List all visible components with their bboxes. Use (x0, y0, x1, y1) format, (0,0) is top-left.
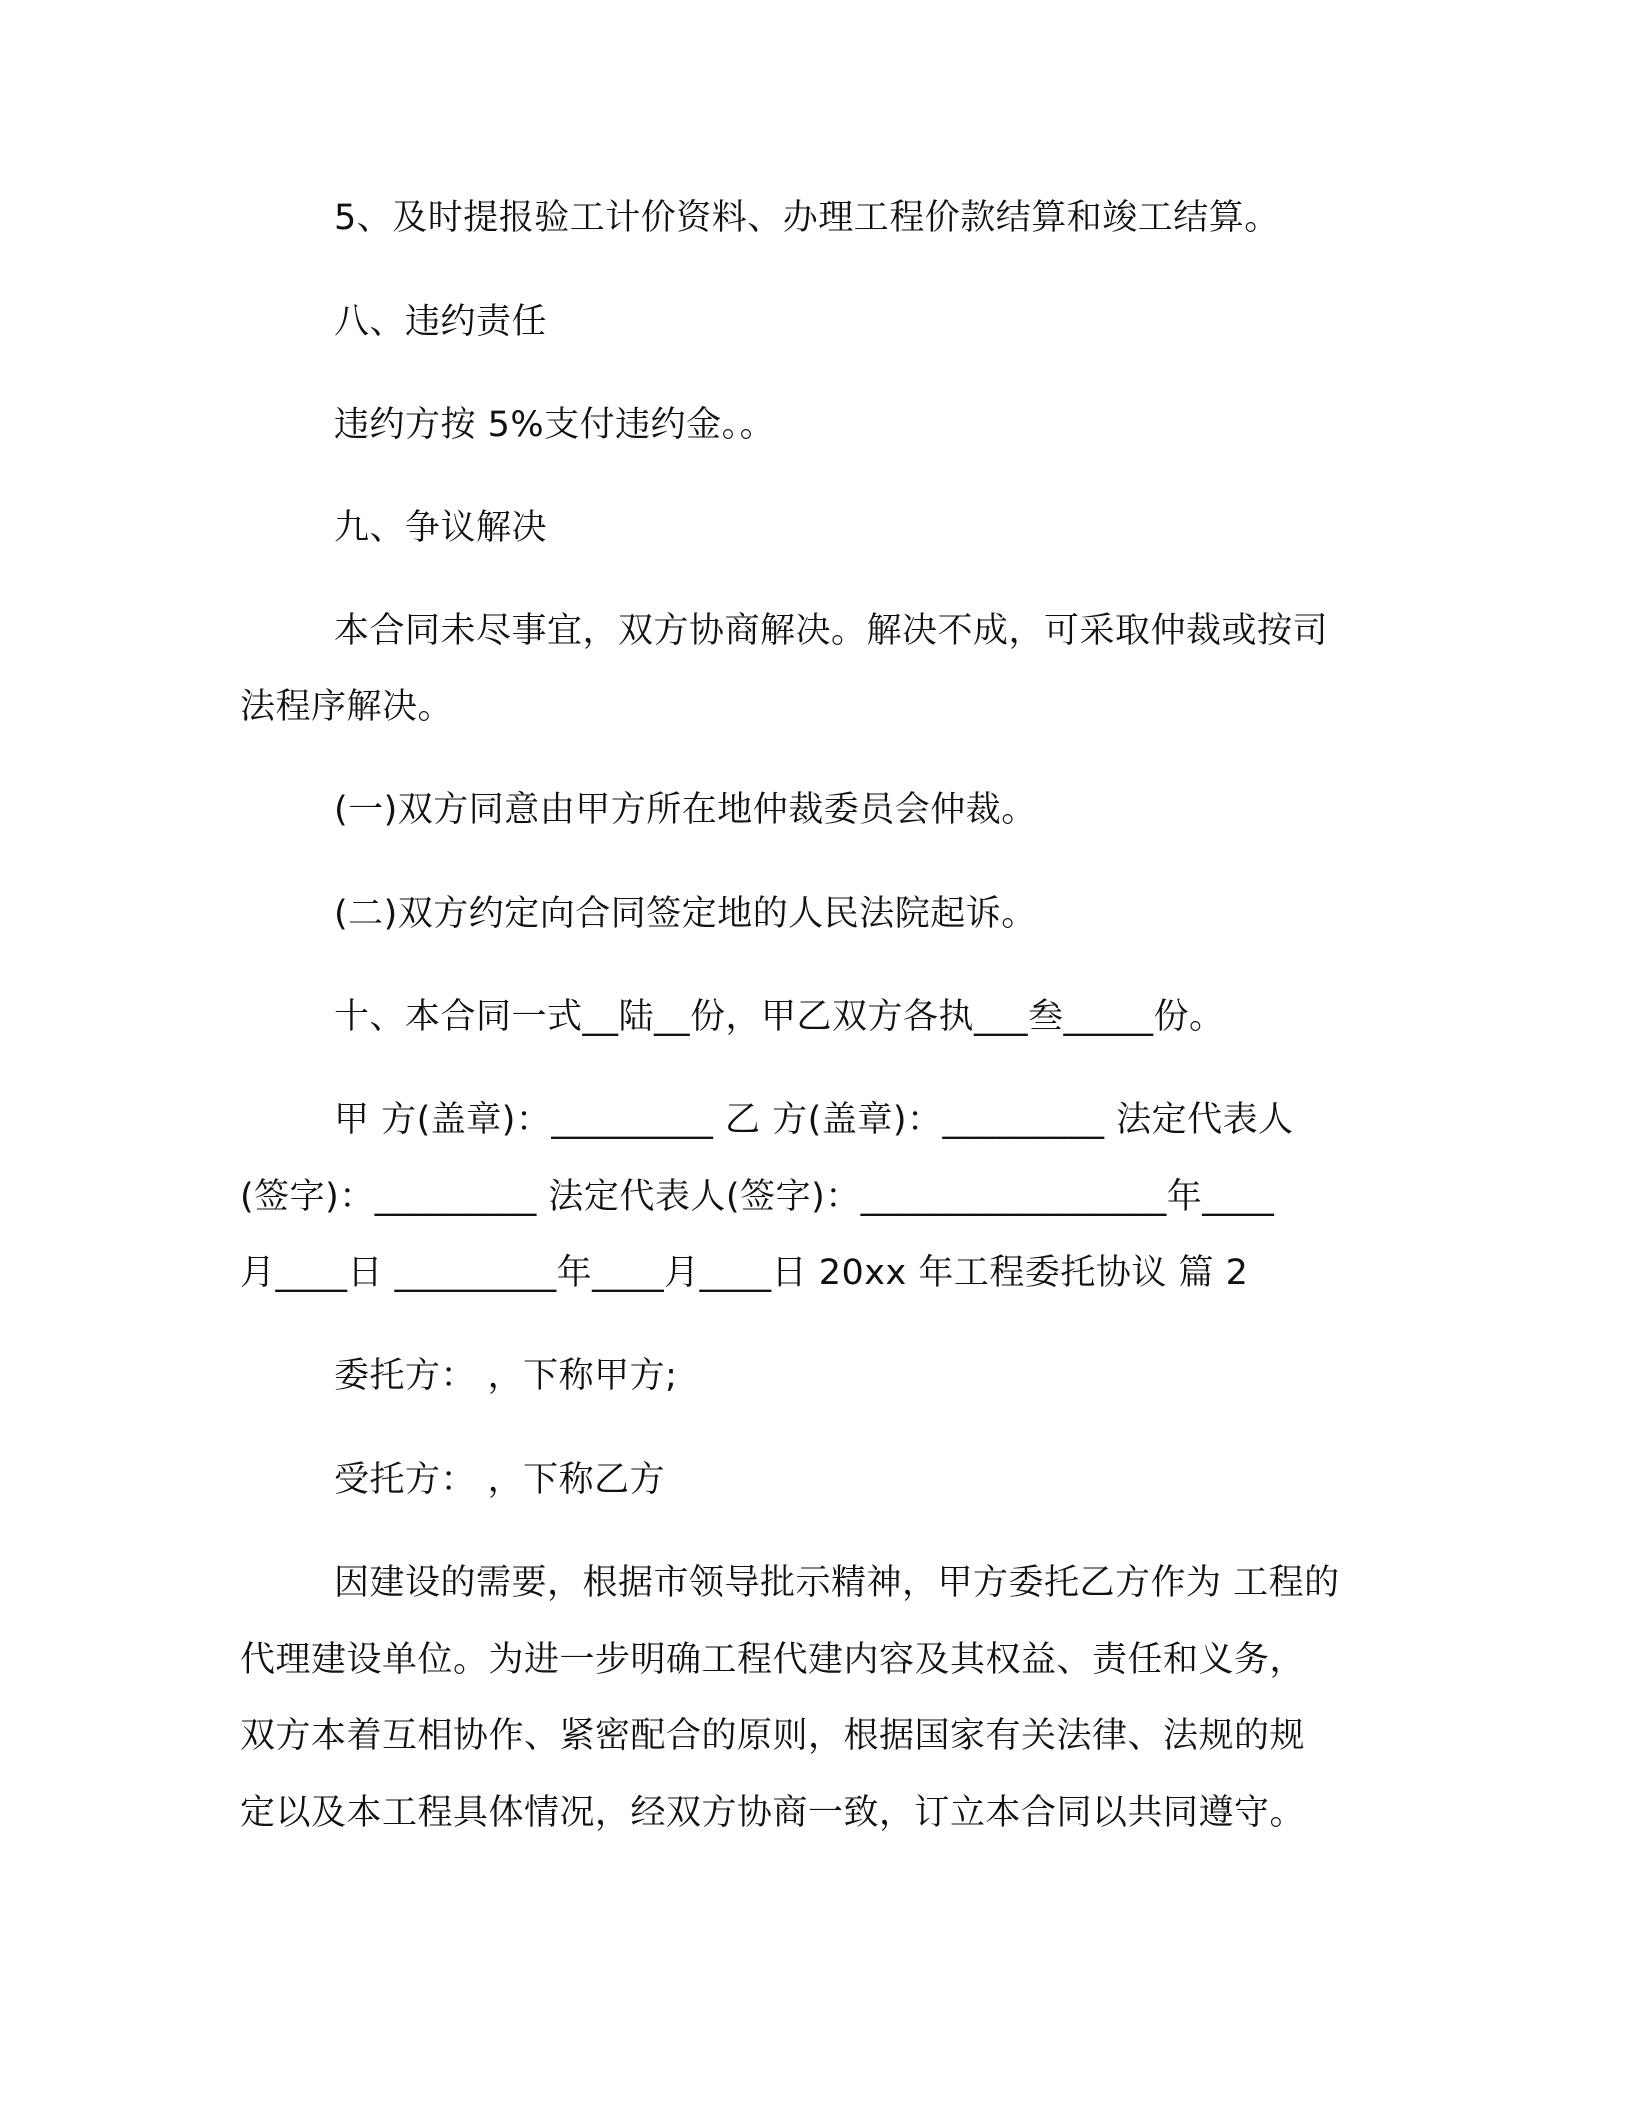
breach-text: 违约方按 5%支付违约金。。 (334, 405, 776, 445)
client-party: 委托方： ，下称甲方; (334, 1356, 678, 1396)
signature-line-3: 月____日 _________年____月____日 20xx 年工程委托协议 篇 2 (240, 1253, 1249, 1293)
section-9-heading: 九、争议解决 (334, 508, 548, 548)
intro-paragraph-line-1: 因建设的需要，根据市领导批示精神，甲方委托乙方作为 工程的 (334, 1563, 1340, 1603)
section-8-heading: 八、违约责任 (334, 302, 548, 342)
signature-line-2: (签字)：_________ 法定代表人(签字)：_________________年____ (240, 1177, 1275, 1217)
contractor-party: 受托方： ，下称乙方 (334, 1460, 666, 1500)
dispute-text-line-1: 本合同未尽事宜，双方协商解决。解决不成，可采取仲裁或按司 (334, 611, 1329, 651)
signature-line-1: 甲 方(盖章)：_________ 乙 方(盖章)：_________ 法定代表人 (334, 1100, 1294, 1140)
dispute-option-1: (一)双方同意由甲方所在地仲裁委员会仲裁。 (334, 790, 1037, 830)
clause-5-text: 5、及时提报验工计价资料、办理工程价款结算和竣工结算。 (334, 198, 1280, 238)
dispute-text-line-2: 法程序解决。 (240, 687, 454, 727)
intro-paragraph-line-2: 代理建设单位。为进一步明确工程代建内容及其权益、责任和义务， (240, 1640, 1306, 1680)
section-10-copies: 十、本合同一式__陆__份，甲乙双方各执___叁_____份。 (334, 997, 1225, 1037)
intro-paragraph-line-4: 定以及本工程具体情况，经双方协商一致，订立本合同以共同遵守。 (240, 1793, 1306, 1833)
dispute-option-2: (二)双方约定向合同签定地的人民法院起诉。 (334, 894, 1037, 934)
intro-paragraph-line-3: 双方本着互相协作、紧密配合的原则，根据国家有关法律、法规的规 (240, 1716, 1306, 1756)
